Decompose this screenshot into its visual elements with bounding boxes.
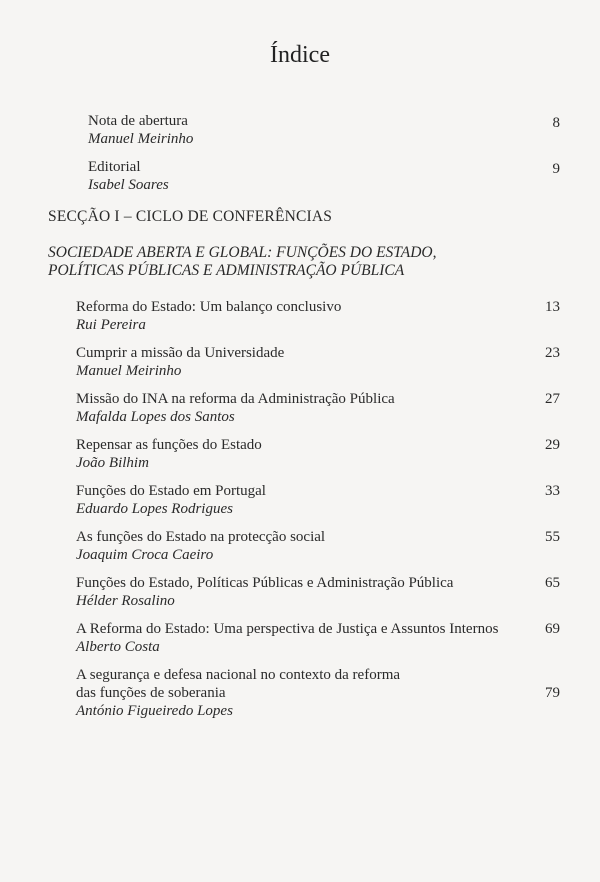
entry-title: das funções de soberania: [76, 685, 226, 701]
subheading-line: SOCIEDADE ABERTA E GLOBAL: FUNÇÕES DO ESTADO,: [48, 244, 437, 261]
entry-title: Funções do Estado, Políticas Públicas e Administração Pública: [76, 575, 454, 591]
entry-author: Manuel Meirinho: [88, 131, 194, 147]
entry-author: João Bilhim: [76, 455, 149, 471]
entry-title: Editorial: [88, 159, 141, 175]
entry-author: Manuel Meirinho: [76, 363, 182, 379]
entry-title: Funções do Estado em Portugal: [76, 483, 266, 499]
entry-title: A Reforma do Estado: Uma perspectiva de Justiça e Assuntos Internos: [76, 621, 499, 637]
entry-page-number: 8: [552, 115, 560, 131]
entry-page-number: 65: [545, 575, 560, 591]
toc-entry[interactable]: [76, 344, 284, 380]
toc-entry[interactable]: [76, 666, 400, 720]
toc-entry[interactable]: [76, 482, 266, 518]
toc-entry[interactable]: [76, 436, 262, 472]
toc-entry-editorial[interactable]: [88, 158, 169, 194]
entry-page-number: 27: [545, 391, 560, 407]
entry-page-number: 23: [545, 345, 560, 361]
entry-page-number: 55: [545, 529, 560, 545]
subheading-line: POLÍTICAS PÚBLICAS E ADMINISTRAÇÃO PÚBLICA: [48, 262, 405, 279]
entry-title: Nota de abertura: [88, 113, 188, 129]
entry-title: Repensar as funções do Estado: [76, 437, 262, 453]
entry-title: Reforma do Estado: Um balanço conclusivo: [76, 299, 342, 315]
page-title: Índice: [270, 42, 330, 68]
entry-title: As funções do Estado na protecção social: [76, 529, 326, 545]
toc-entry[interactable]: [76, 298, 341, 334]
toc-entry[interactable]: [76, 620, 498, 656]
entry-page-number: 13: [545, 299, 560, 315]
entry-title: A segurança e defesa nacional no contexto da reforma: [76, 667, 401, 683]
entry-author: Isabel Soares: [88, 177, 169, 193]
toc-entry[interactable]: [76, 390, 395, 426]
entry-page-number: 79: [545, 685, 560, 701]
toc-entry[interactable]: [76, 574, 453, 610]
entry-page-number: 33: [545, 483, 560, 499]
entry-author: Joaquim Croca Caeiro: [76, 547, 214, 563]
entry-author: Rui Pereira: [76, 317, 146, 333]
entry-title: Cumprir a missão da Universidade: [76, 345, 285, 361]
entry-author: Mafalda Lopes dos Santos: [76, 409, 235, 425]
toc-entry[interactable]: [76, 528, 325, 564]
entry-author: Eduardo Lopes Rodrigues: [76, 501, 233, 517]
section-subheading: [48, 244, 548, 280]
toc-entry-nota-de-abertura[interactable]: [88, 112, 193, 148]
entry-author: Alberto Costa: [76, 639, 160, 655]
entry-page-number: 29: [545, 437, 560, 453]
section-heading: SECÇÃO I – CICLO DE CONFERÊNCIAS: [48, 208, 333, 225]
entry-page-number: 69: [545, 621, 560, 637]
entry-author: António Figueiredo Lopes: [76, 703, 233, 719]
entry-title: Missão do INA na reforma da Administração Pública: [76, 391, 395, 407]
entry-page-number: 9: [552, 161, 560, 177]
entry-author: Hélder Rosalino: [76, 593, 175, 609]
